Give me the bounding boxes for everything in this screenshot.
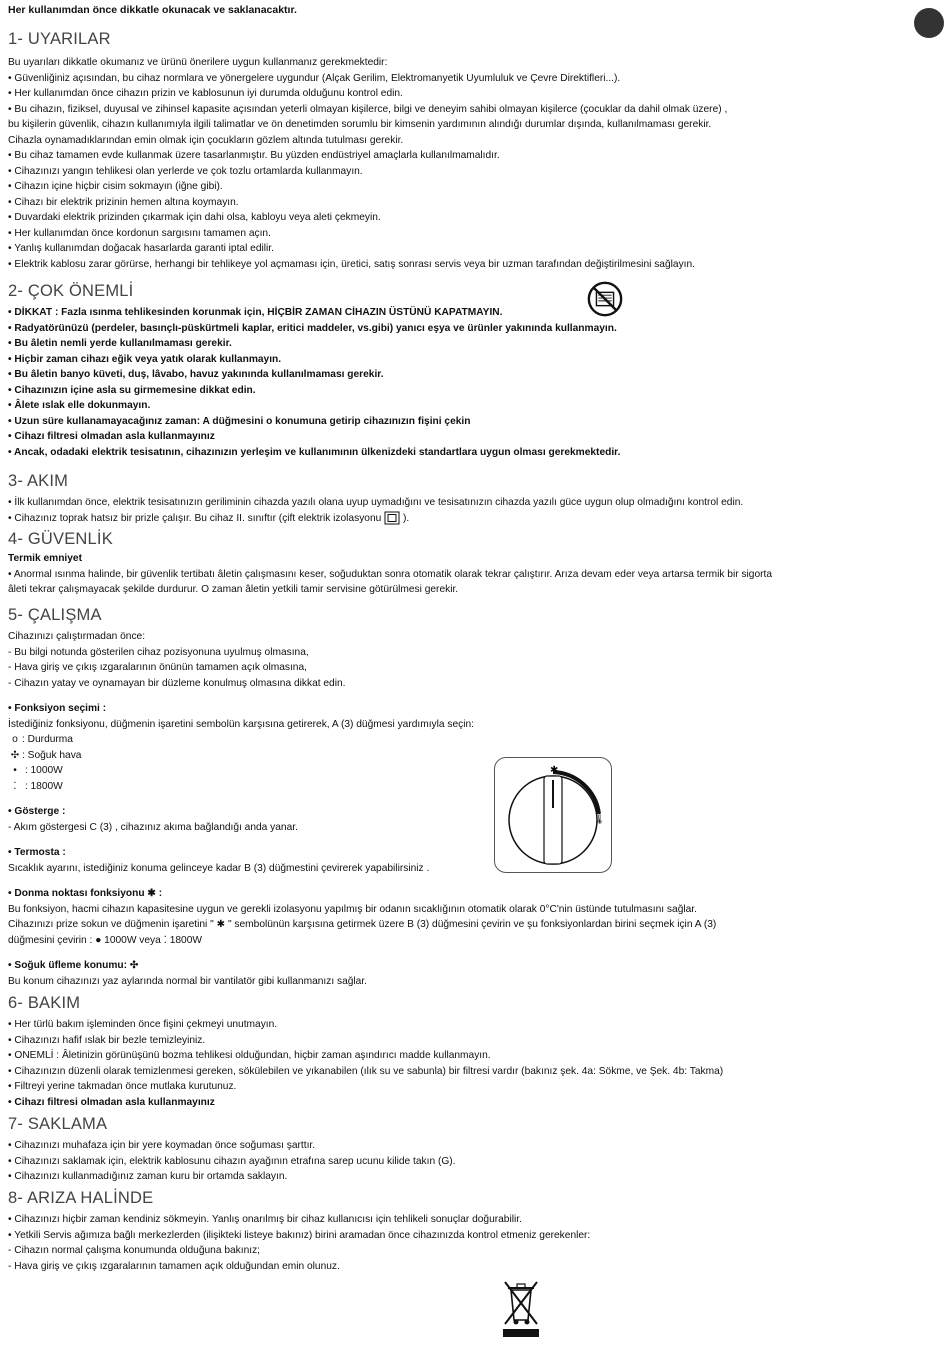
- section-title: 2- ÇOK ÖNEMLİ: [8, 282, 134, 300]
- text-line: [8, 511, 908, 527]
- class-ii-close: ).: [402, 512, 410, 524]
- text-line: • Cihazınızın içine asla su girmemesine dikkat edin.: [8, 384, 256, 396]
- text-line: • Duvardaki elektrik prizinden çıkarmak için dahi olsa, kabloyu veya aleti çekmeyin.: [8, 212, 381, 223]
- text-line: Bu fonksiyon, hacmi cihazın kapasitesine uygun ve gerekli izolasyonu yapılmış bir odanın sıcaklığının otomatik olarak 0°C'nin üstünde tutulmasını sağlar.: [8, 903, 697, 915]
- section-title: 5- ÇALIŞMA: [8, 606, 102, 624]
- mode-stop: o : Durdurma: [8, 732, 908, 748]
- text-line: Bu uyarıları dikkatle okumanız ve ürünü önerilere uygun kullanmanız gerekmektedir:: [8, 57, 388, 68]
- no-cover-icon: [586, 280, 624, 318]
- class-ii-text: • Cihazınız toprak hatsız bir prizle çalışır. Bu cihaz II. sınıftır (çift elektrik izolasyonu: [8, 512, 382, 524]
- svg-text:🌡: 🌡: [594, 815, 606, 825]
- text-line: Cihazınızı çalıştırmadan önce:: [8, 631, 146, 642]
- subtitle: • Donma noktası fonksiyonu ✱ :: [8, 888, 163, 899]
- mode-cold: ✣ : Soğuk hava: [8, 748, 908, 764]
- mode-1800w: ⁚ : 1800W: [8, 779, 908, 795]
- page-marker-dot: [914, 8, 944, 38]
- text-line: • Cihazınızın düzenli olarak temizlenmesi gereken, sökülebilen ve yıkanabilen (ılık su ve sabunla) bir filtresi vardır (bakınız şek. 4a: Sökme, ve Şek. 4b: Takma): [8, 1065, 724, 1077]
- double-insulation-icon: [384, 511, 400, 525]
- text-line: • Her kullanımdan önce cihazın prizin ve kablosunun iyi durumda olduğunu kontrol edin.: [8, 88, 403, 99]
- text-line: • Anormal ısınma halinde, bir güvenlik tertibatı âletin çalışmasını keser, soğuduktan sonra otomatik olarak tekrar çalıştırır. Arıza devam eder veya artarsa termik bir sigorta: [8, 568, 773, 580]
- section-warnings: [8, 30, 908, 272]
- text-line: • Cihazınızı hiçbir zaman kendiniz sökmeyin. Yanlış onarılmış bir cihaz kullanıcısı için tehlikeli sonuçlar doğurabilir.: [8, 1214, 522, 1225]
- text-line: • Bu âletin nemli yerde kullanılmaması gerekir.: [8, 338, 232, 349]
- section-safety: [8, 530, 908, 598]
- text-line: • Cihazınızı saklamak için, elektrik kablosunu cihazın ayağının etrafına sarep ucunu kilide takın (G).: [8, 1155, 456, 1167]
- text-line: • Bu cihaz tamamen evde kullanmak üzere tasarlanmıştır. Bu yüzden endüstriyel amaçlarla kullanılmamalıdır.: [8, 150, 500, 161]
- subtitle: Termik emniyet: [8, 553, 82, 564]
- text-line: İstediğiniz fonksiyonu, düğmenin işaretini sembolün karşısına getirerek, A (3) düğmesi yardımıyla seçin:: [8, 718, 475, 730]
- text-line: bu kişilerin güvenlik, cihazın kullanımıyla ilgili talimatlar ve ön denetimden sorumlu bir kimsenin yardımının alındığı durumlar dışında, kullanılmaması gerekir.: [8, 119, 712, 130]
- text-line: • Cihazınızı kullanmadığınız zaman kuru bir ortamda saklayın.: [8, 1171, 288, 1182]
- off-icon: o: [12, 734, 18, 745]
- subtitle: • Soğuk üfleme konumu: ✣: [8, 960, 139, 971]
- subtitle: • Gösterge :: [8, 806, 66, 817]
- intro-note: Her kullanımdan önce dikkatle okunacak ve saklanacaktır.: [8, 4, 297, 16]
- one-dot-icon: •: [13, 765, 17, 776]
- subtitle: • Fonksiyon seçimi :: [8, 703, 107, 714]
- text-line: • Uzun süre kullanamayacağınız zaman: A düğmesini o konumuna getirip cihazınızın fişini çekin: [8, 415, 471, 427]
- text-line: • Ancak, odadaki elektrik tesisatının, cihazınızın yerleşim ve kullanımının ülkenizdeki standartlara uygun olması gerekmektedir.: [8, 446, 621, 458]
- section-failure: [8, 1189, 908, 1274]
- text-line: • Cihazın içine hiçbir cisim sokmayın (iğne gibi).: [8, 181, 223, 192]
- text-line: • Cihazı filtresi olmadan asla kullanmayınız: [8, 1096, 215, 1108]
- section-title: 7- SAKLAMA: [8, 1115, 108, 1133]
- section-important: [8, 282, 908, 460]
- text-line: • Hiçbir zaman cihazı eğik veya yatık olarak kullanmayın.: [8, 353, 282, 365]
- mode-1000w: • : 1000W: [8, 763, 908, 779]
- section-maintenance: [8, 994, 908, 1110]
- text-line: - Akım göstergesi C (3) , cihazınız akıma bağlandığı anda yanar.: [8, 821, 298, 833]
- text-line: • Elektrik kablosu zarar görürse, herhangi bir tehlikeye yol açmaması için, üretici, satış sonrası servis veya bir uzman tarafından değiştirilmesini sağlayın.: [8, 258, 695, 270]
- section-title: 4- GÜVENLİK: [8, 530, 113, 548]
- text-line: • DİKKAT : Fazla ısınma tehlikesinden korunmak için, HİÇBİR ZAMAN CİHAZIN ÜSTÜNÜ KAPATMAYIN.: [8, 307, 503, 318]
- section-title: 1- UYARILAR: [8, 30, 111, 48]
- text-line: âleti tekrar çalışmayacak şekilde durdurur. O zaman âletin yetkili tamir servisine götürülmesi gerekir.: [8, 584, 459, 595]
- text-line: • Bu âletin banyo küveti, duş, lâvabo, havuz yakınında kullanılmaması gerekir.: [8, 369, 384, 380]
- text-line: • Her türlü bakım işleminden önce fişini çekmeyi unutmayın.: [8, 1019, 278, 1030]
- text-line: • Filtreyi yerine takmadan önce mutlaka kurutunuz.: [8, 1081, 237, 1092]
- text-line: • Her kullanımdan önce kordonun sargısını tamamen açın.: [8, 227, 271, 239]
- fan-icon: ✣: [10, 749, 20, 761]
- text-line: • Cihazı bir elektrik prizinin hemen altına koymayın.: [8, 196, 239, 208]
- text-line: • Yanlış kullanımdan doğacak hasarlarda garanti iptal edilir.: [8, 243, 274, 254]
- svg-text:✱: ✱: [550, 765, 559, 776]
- section-current: [8, 472, 908, 526]
- text-line: • Cihazınızı hafif ıslak bir bezle temizleyiniz.: [8, 1034, 206, 1046]
- text-line: • Cihazınızı muhafaza için bir yere koymadan önce soğuması şarttır.: [8, 1140, 316, 1151]
- text-line: • Yetkili Servis ağımıza bağlı merkezlerden (ilişikteki listeye bakınız) birini aramadan önce cihazınızda kontrol etmeniz gerekenler:: [8, 1229, 591, 1241]
- text-line: • Cihazı filtresi olmadan asla kullanmayınız: [8, 431, 215, 442]
- subtitle: • Termosta :: [8, 847, 66, 858]
- text-line: • Bu cihazın, fiziksel, duyusal ve zihinsel kapasite açısından yeterli olmayan kişilerce, bilgi ve deneyim sahibi olmayan kişilerce (çocuklar da dahil olmak üzere) ,: [8, 103, 728, 115]
- text-line: • ONEMLİ : Âletinizin görünüşünü bozma tehlikesi olduğundan, hiçbir zaman aşındırıcı madde kullanmayın.: [8, 1050, 491, 1061]
- section-title: 3- AKIM: [8, 472, 69, 490]
- text-line: • İlk kullanımdan önce, elektrik tesisatınızın geriliminin cihazda yazılı olana uyup uymadığını ve tesisatınızın cihazda yazılı güce uygun olup olmadığını kontrol edin.: [8, 497, 744, 508]
- text-line: Sıcaklık ayarını, istediğiniz konuma gelinceye kadar B (3) düğmestini çevirerek yapabilirsiniz .: [8, 862, 430, 874]
- text-line: düğmesini çevirin : ● 1000W veya ⁚ 1800W: [8, 934, 202, 946]
- text-line: Cihazınızı prize sokun ve düğmenin işaretini " ✱ " sembolünün karşısına getirmek üzere B (3) düğmesini çevirin ve şu fonksiyonlardan birini seçmek için A (3): [8, 919, 717, 930]
- selector-dial-icon: [495, 758, 611, 872]
- text-line: • Güvenliğiniz açısından, bu cihaz normlara ve yönergelere uygundur (Alçak Gerilim, Elektromanyetik Uyumluluk ve Çevre Direktifleri...).: [8, 72, 621, 84]
- section-storage: [8, 1115, 908, 1185]
- text-line: - Cihazın normal çalışma konumunda olduğuna bakınız;: [8, 1245, 260, 1256]
- text-line: - Hava giriş ve çıkış ızgaralarının önünün tamamen açık olmasına,: [8, 662, 307, 673]
- selector-dial-figure: [494, 757, 612, 873]
- text-line: - Cihazın yatay ve oynamayan bir düzleme konulmuş olmasına dikkat edin.: [8, 677, 346, 689]
- text-line: Cihazla oynamadıklarından emin olmak için çocukların gözlem altında tutulması gerekir.: [8, 134, 404, 146]
- section-title: 6- BAKIM: [8, 994, 81, 1012]
- section-operation: [8, 606, 908, 989]
- text-line: • Radyatörünüzü (perdeler, basınçlı-püskürtmeli kaplar, eritici maddeler, vs.gibi) yanıcı eşya ve ürünler yakınında kullanmayın.: [8, 322, 617, 334]
- text-line: - Hava giriş ve çıkış ızgaralarının tamamen açık olduğundan emin olunuz.: [8, 1260, 340, 1272]
- text-line: - Bu bilgi notunda gösterilen cihaz pozisyonuna uyulmuş olmasına,: [8, 646, 309, 658]
- text-line: • Âlete ıslak elle dokunmayın.: [8, 400, 151, 411]
- two-dots-icon: ⁚: [13, 780, 17, 792]
- text-line: Bu konum cihazınızı yaz aylarında normal bir vantilatör gibi kullanmanızı sağlar.: [8, 975, 367, 987]
- section-title: 8- ARIZA HALİNDE: [8, 1189, 154, 1207]
- text-line: • Cihazınızı yangın tehlikesi olan yerlerde ve çok tozlu ortamlarda kullanmayın.: [8, 165, 363, 177]
- crossed-bin-icon: [500, 1276, 542, 1338]
